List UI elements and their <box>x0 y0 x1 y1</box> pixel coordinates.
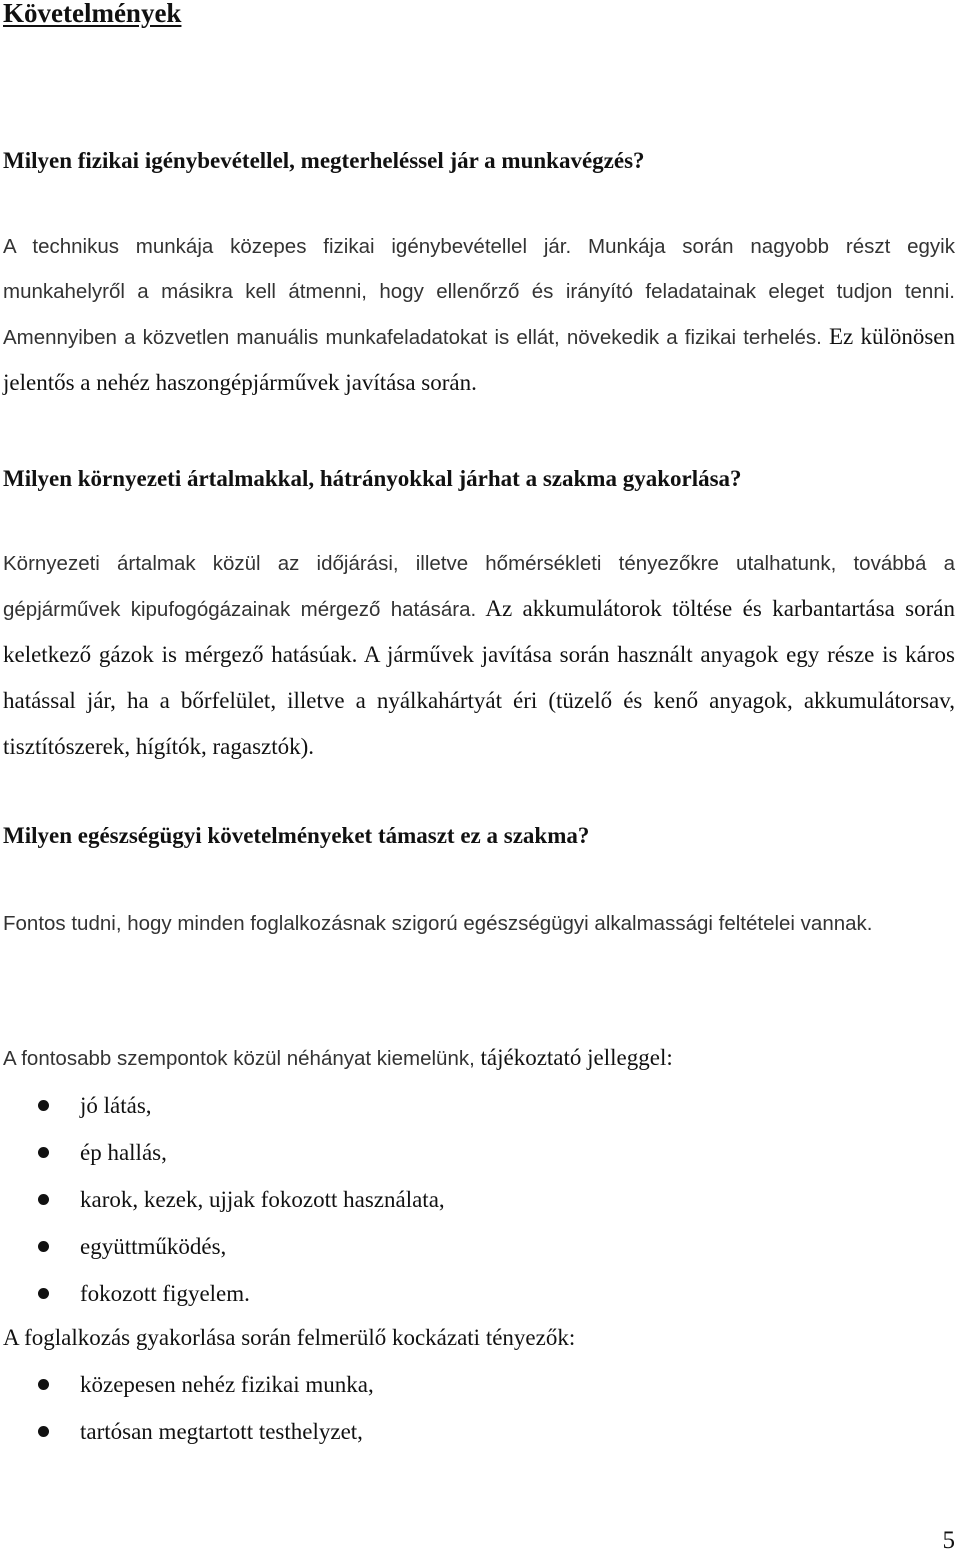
paragraph-health: Fontos tudni, hogy minden foglalkozásnak szigorú egészségügyi alkalmassági feltételei vannak. <box>3 912 873 935</box>
bullet-icon <box>38 1288 49 1299</box>
bullet-icon <box>38 1147 49 1158</box>
bullet-icon <box>38 1241 49 1252</box>
health-intro-text-2: tájékoztató jelleggel: <box>480 1045 673 1070</box>
list-item-text: jó látás, <box>80 1093 152 1118</box>
section-heading-environment: Milyen környezeti ártalmakkal, hátrányokkal járhat a szakma gyakorlása? <box>3 466 742 491</box>
risk-factors-intro: A foglalkozás gyakorlása során felmerülő kockázati tényezők: <box>3 1325 576 1350</box>
section-heading-physical: Milyen fizikai igénybevétellel, megterheléssel jár a munkavégzés? <box>3 148 645 173</box>
bullet-icon <box>38 1379 49 1390</box>
bullet-icon <box>38 1100 49 1111</box>
list-item-text: ép hallás, <box>80 1140 167 1165</box>
health-intro <box>3 1042 673 1075</box>
list-item-text: együttműködés, <box>80 1234 227 1259</box>
paragraph-environment-text-2: Az akkumulátorok töltése és karbantartása során keletkező gázok is mérgező hatásúak. A járművek javítása során használt anyagok egy része is káros hatással jár, ha a bőrfelület, illetve a nyálkahártyát éri (tüzelő és kenő anyagok, akkumulátorsav, tisztítószerek, hígítók, ragasztók). <box>3 596 956 759</box>
page-title: Követelmények <box>3 0 182 28</box>
list-item-text: karok, kezek, ujjak fokozott használata, <box>80 1187 445 1212</box>
section-heading-health: Milyen egészségügyi követelményeket támaszt ez a szakma? <box>3 823 590 848</box>
paragraph-environment <box>3 541 955 770</box>
health-intro-text-1: A fontosabb szempontok közül néhányat kiemelünk, <box>3 1047 481 1070</box>
paragraph-physical-text-1: A technikus munkája közepes fizikai igénybevétellel jár. Munkája során nagyobb részt egyik munkahelyről a másikra kell átmenni, hogy ellenőrző és irányító feladatainak eleget tudjon tenni. Amennyiben a közvetlen manuális munkafeladatokat is ellát, növekedik a fizikai terhelés. <box>3 235 955 349</box>
page-number: 5 <box>942 1527 955 1554</box>
list-item-text: fokozott figyelem. <box>80 1281 250 1306</box>
paragraph-environment-text-1: Környezeti ártalmak közül az időjárási, illetve hőmérsékleti tényezőkre utalhatunk, továbbá a gépjárművek kipufogógázainak mérgező hatására. <box>3 552 955 621</box>
list-item-text: tartósan megtartott testhelyzet, <box>80 1419 363 1444</box>
paragraph-physical-text-2: Ez különösen jelentős a nehéz haszongépjárművek javítása során. <box>3 324 955 395</box>
bullet-icon <box>38 1194 49 1205</box>
list-item-text: közepesen nehéz fizikai munka, <box>80 1372 374 1397</box>
bullet-icon <box>38 1426 49 1437</box>
paragraph-physical <box>3 224 955 406</box>
